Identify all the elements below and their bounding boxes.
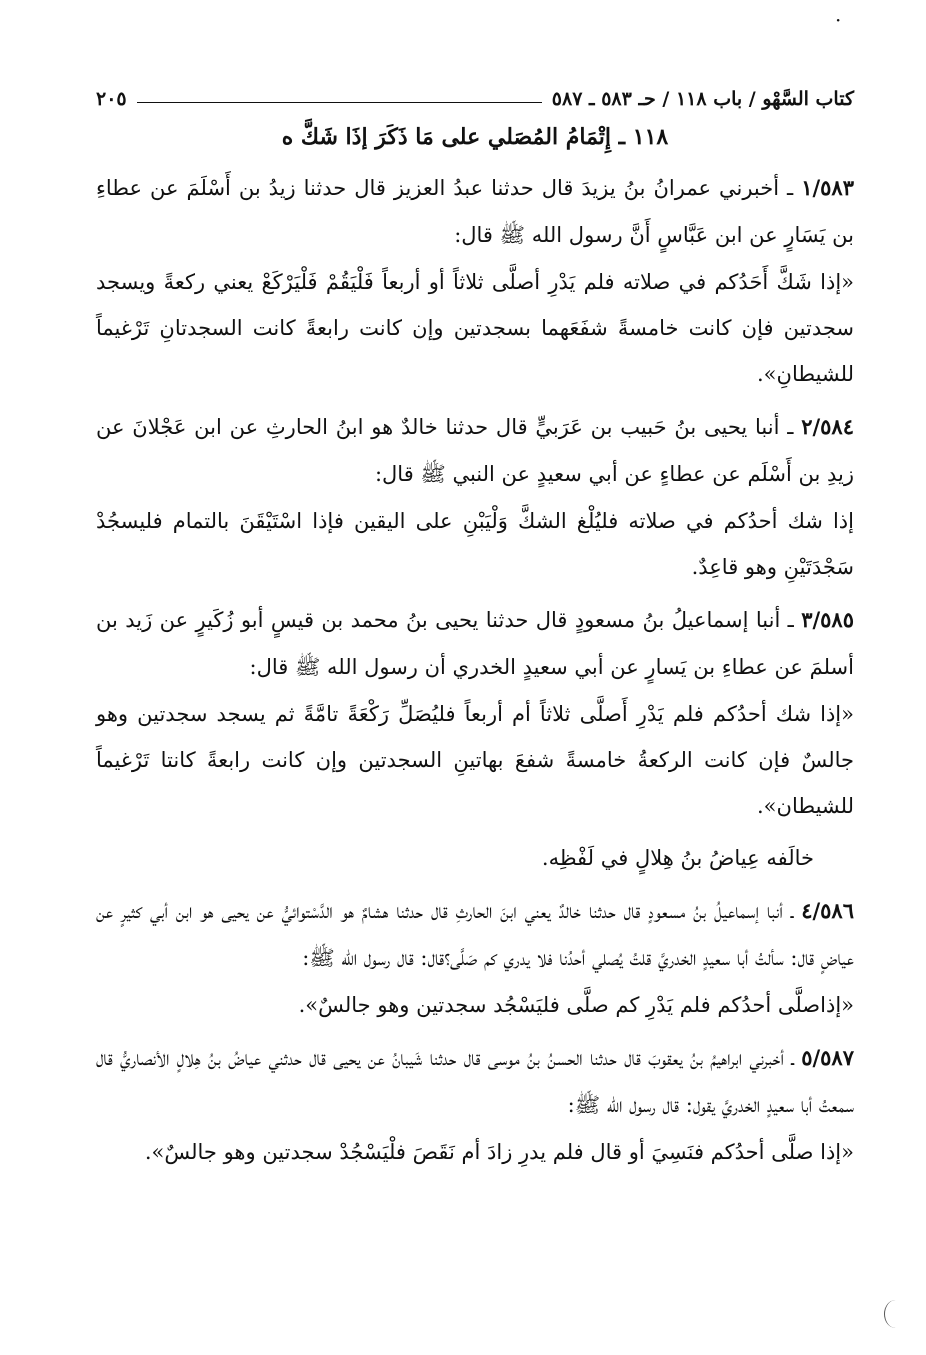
hadith-isnad-text: ـ أخبرني عمرانُ بنُ يزيدَ قال حدثنا عبدُ العزيز قال حدثنا زيدُ بن أَسْلَمَ عن عطاءِ بن يَسَارٍ عن ابن عَبَّاسٍ أَنَّ رسول الله ﷺ قال:	[96, 176, 854, 247]
hadith-matn: «إذا صلَّى أحدُكم فنَسِيَ أو قال فلم يدرِ زادَ أم نَقَصَ فلْيَسْجُدْ سجدتين وهو جالسٌ».	[144, 1140, 854, 1164]
hadith-matn: «إذا شَكَّ أَحَدُكم في صلاته فلم يَدْرِ أصلَّى ثلاثاً أو أربعاً فَلْيَقُمْ فَلْيَرْكَعْ يعني ركعةً ويسجد سجدتين فإن كانت خامسةً شفَعَهما بسجدتين وإن كانت رابعةً كانت السجدتانِ تَرْغيماً للشيطانِ».	[96, 270, 854, 386]
hadith-isnad	[96, 1034, 854, 1129]
running-title: كتاب السَّهْو / باب ١١٨ / حـ ٥٨٣ ـ ٥٨٧	[551, 88, 854, 110]
hadith-number: ١/٥٨٣	[801, 175, 854, 200]
hadith-number: ٤/٥٨٦	[801, 898, 854, 923]
page-number: ٢٠٥	[96, 88, 127, 110]
header-rule	[137, 102, 542, 103]
hadith-number: ٢/٥٨٤	[801, 414, 854, 439]
hadith-matn: إذا شك أحدُكم في صلاته فليُلْغ الشكَّ وَلْيَبْنِ على اليقين فإذا اسْتَيْقَنَ بالتمام فليسجُدْ سَجْدَتَيْنِ وهو قاعِدٌ.	[96, 509, 854, 579]
hadith-matn: «إذا شك أحدُكم فلم يَدْرِ أَصلَّى ثلاثاً أم أربعاً فليُصَلِّ رَكْعَةً تامَّةً ثم يسجد سجدتين وهو جالسٌ فإن كانت الركعةُ خامسةً شفعَ بهاتينِ السجدتين وإن كانت رابعةً كانتا تَرْغيماً للشيطان».	[96, 702, 854, 818]
hadith-isnad	[96, 596, 854, 691]
page-edge-mark	[884, 1300, 907, 1328]
chapter-title: ١١٨ ـ إِتْمَامُ المُصَلي على مَا ذَكَرَ إذَا شَكَّ ه	[281, 124, 669, 150]
hadith-number: ٥/٥٨٧	[801, 1045, 854, 1070]
margin-dot: ·	[835, 8, 842, 32]
hadith-note: خالَفه عِياضُ بنُ هِلالٍ في لَفْظِه.	[541, 846, 814, 870]
hadith-isnad-text: ـ أخبرني ابراهيمُ بنُ يعقوبَ قال حدثنا الحسنُ بنُ موسى قال حدثنا شَيبانُ عن يحيى قال حدثني عياضُ بنُ هِلالٍ الأنصاريُّ قال سمعتُ أبا سعيدٍ الخدريَّ يقول: قال رسول الله ﷺ:	[96, 1046, 854, 1117]
book-page	[96, 80, 854, 1181]
hadith-matn: «إذاصلَّى أحدُكم فلم يَدْرِ كم صلَّى فليَسْجُد سجدتين وهو جالسٌ».	[298, 993, 854, 1017]
hadith-isnad	[96, 887, 854, 982]
running-header	[96, 80, 854, 110]
hadith-number: ٣/٥٨٥	[801, 607, 854, 632]
hadith-isnad	[96, 164, 854, 259]
hadith-isnad	[96, 403, 854, 498]
hadith-isnad-text: ـ أنبا يحيى بنُ حَبيب بن عَرَبيٍّ قال حدثنا خالدٌ هو ابنُ الحارثِ عن ابن عَجْلانَ عن زيدِ بن أَسْلَم عن عطاءٍ عن أبي سعيدٍ عن النبي ﷺ قال:	[96, 415, 854, 486]
hadith-isnad-text: ـ أنبا إسماعيلُ بنُ مسعودٍ قال حدثنا يحيى بنُ محمد بن قيسٍ أبو زُكَيرٍ عن زَيد بن أسلمَ عن عطاءِ بن يَسارٍ عن أبي سعيدٍ الخدري أن رسول الله ﷺ قال:	[96, 608, 854, 679]
hadith-isnad-text: ـ أنبا إسماعيلُ بنُ مسعودٍ قال حدثنا خالدٌ يعني ابنَ الحارثِ قال حدثنا هشامٌ هو الدَّسْتوائيُّ عن يحيى هو ابن أبي كثيرٍ عن عياضٍ قال: سألتُ أبا سعيدٍ الخدريَّ قلتُ يُصلي أحدُنا فلا يدري كم صَلَّى؟قال: قال رسول الله ﷺ:	[96, 899, 854, 970]
